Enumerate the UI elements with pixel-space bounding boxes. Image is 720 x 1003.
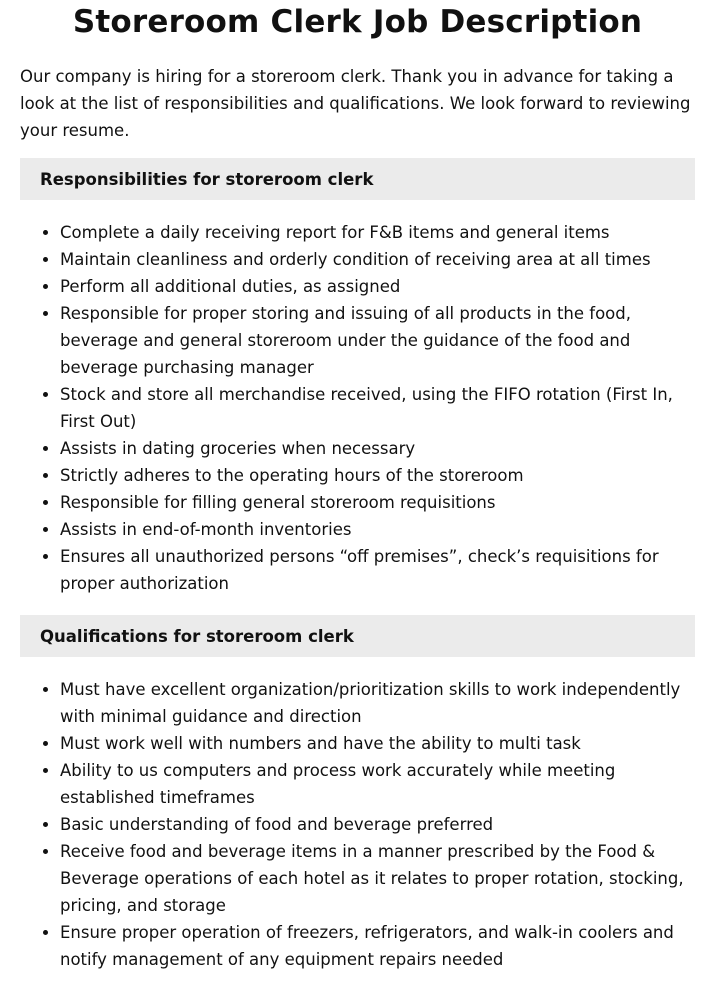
list-item: • Perform all additional duties, as assigned <box>60 273 695 300</box>
list-item: • Assists in dating groceries when necessary <box>60 435 695 462</box>
list-item: • Basic understanding of food and beverage preferred <box>60 811 695 838</box>
page-title: Storeroom Clerk Job Description <box>72 4 643 40</box>
intro-paragraph: Our company is hiring for a storeroom clerk. Thank you in advance for taking a look at the list of responsibilities and qualifications. We look forward to reviewing your resume. <box>20 67 691 140</box>
list-item: • Complete a daily receiving report for F&B items and general items <box>60 219 695 246</box>
responsibilities-list <box>20 219 695 597</box>
list-item: • Must work well with numbers and have the ability to multi task <box>60 730 695 757</box>
list-item: • Receive food and beverage items in a manner prescribed by the Food & Beverage operations of each hotel as it relates to proper rotation, stocking, pricing, and storage <box>60 838 695 919</box>
list-item: • Maintain cleanliness and orderly condition of receiving area at all times <box>60 246 695 273</box>
list-item: • Assists in end-of-month inventories <box>60 516 695 543</box>
qualifications-list <box>20 676 695 973</box>
list-item: • Ensure proper operation of freezers, refrigerators, and walk-in coolers and notify management of any equipment repairs needed <box>60 919 695 973</box>
list-item: • Strictly adheres to the operating hours of the storeroom <box>60 462 695 489</box>
list-item: • Must have excellent organization/prioritization skills to work independently with minimal guidance and direction <box>60 676 695 730</box>
list-item: • Ability to us computers and process work accurately while meeting established timeframes <box>60 757 695 811</box>
list-item: • Stock and store all merchandise received, using the FIFO rotation (First In, First Out) <box>60 381 695 435</box>
responsibilities-heading: Responsibilities for storeroom clerk <box>20 158 695 200</box>
list-item: • Ensures all unauthorized persons “off premises”, check’s requisitions for proper authorization <box>60 543 695 597</box>
list-item: • Responsible for proper storing and issuing of all products in the food, beverage and general storeroom under the guidance of the food and beverage purchasing manager <box>60 300 695 381</box>
qualifications-heading: Qualifications for storeroom clerk <box>20 615 695 657</box>
list-item: • Responsible for filling general storeroom requisitions <box>60 489 695 516</box>
